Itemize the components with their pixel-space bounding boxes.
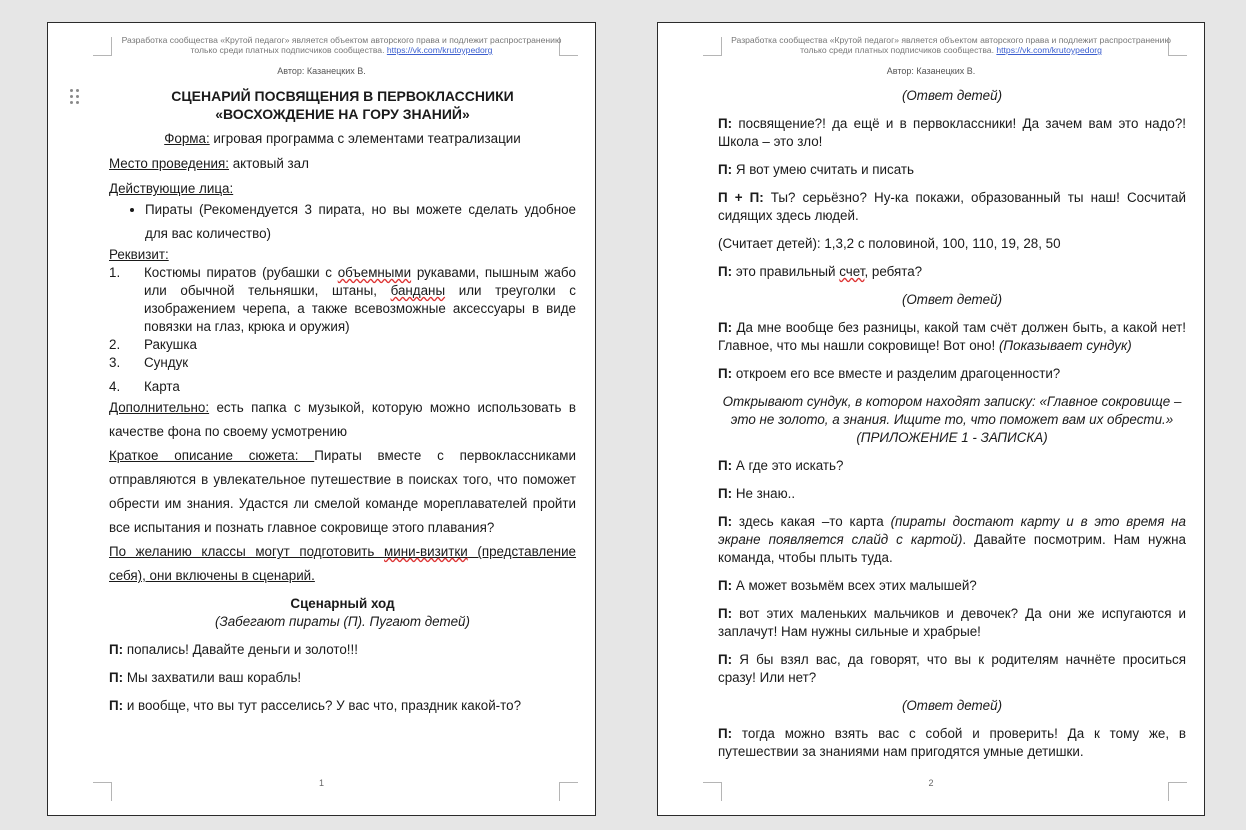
stage-direction: (Ответ детей) [901, 698, 1003, 713]
dialogue-line: П: попались! Давайте деньги и золото!!! [109, 642, 358, 657]
dialogue-line: П: тогда можно взять вас с собой и проверить! Да к тому же, в путешествии за знаниями нам пригодятся умные детишки. [718, 726, 1186, 759]
dialogue-line: П: Я вот умею считать и писать [718, 162, 914, 177]
page-body[interactable] [718, 87, 1186, 761]
header-note-line1: Разработка сообщества «Крутой педагог» является объектом авторского права и подлежит распространению [731, 35, 1171, 45]
dialogue-line: П: посвящение?! да ещё и в первоклассники! Да зачем вам это надо?! Школа – это зло! [718, 116, 1186, 149]
page-body[interactable] [109, 87, 576, 715]
document-page-2 [657, 22, 1205, 816]
form-paragraph: Форма: игровая программа с элементами театрализации [164, 131, 521, 146]
dialogue-line: П + П: Ты? серьёзно? Ну-ка покажи, образованный ты наш! Сосчитай сидящих здесь людей. [718, 190, 1186, 223]
dialogue-line: П: здесь какая –то карта (пираты достают карту и в это время на экране появляется слайд с картой). Давайте посмотрим. Нам нужна команда, чтобы плыть туда. [718, 514, 1186, 565]
course-title: Сценарный ход [290, 596, 395, 611]
dialogue-line: П: Я бы взял вас, да говорят, что вы к родителям начнёте проситься сразу! Или нет? [718, 652, 1186, 685]
header-note-line1: Разработка сообщества «Крутой педагог» является объектом авторского права и подлежит распространению [121, 35, 562, 45]
course-subtitle: (Забегают пираты (П). Пугают детей) [215, 614, 470, 629]
list-item: 3. Сундук [109, 355, 189, 370]
dialogue-line: П: Мы захватили ваш корабль! [109, 670, 302, 685]
list-item: 4. Карта [109, 379, 180, 394]
stage-direction: (Ответ детей) [901, 292, 1003, 307]
page-number: 2 [928, 778, 934, 788]
characters-list [109, 198, 576, 246]
props-list [109, 264, 576, 396]
characters-label: Действующие лица: [109, 181, 234, 196]
dialogue-line: П: это правильный счет, ребята? [718, 264, 923, 279]
plot-paragraph: Краткое описание сюжета: Пираты вместе с первоклассниками отправляются в увлекательное путешествие в поисках того, что поможет обрести им знания. Удастся ли смелой команде мореплавателей пройти все испытания и познать главное сокровище этого плавания? [109, 448, 576, 535]
dialogue-line: П: А может возьмём всех этих малышей? [718, 578, 977, 593]
props-label: Реквизит: [109, 247, 169, 262]
list-item: 1. Костюмы пиратов (рубашки с объемными рукавами, пышным жабо или обычной тельняшки, штаны, банданы или треуголки с изображением черепа, а также всевозможные аксессуары в виде повязки на глаз, крюка и оружия) [109, 265, 577, 334]
stage-direction: (Ответ детей) [901, 88, 1003, 103]
header-copyright-note[interactable] [718, 35, 1184, 55]
doc-title-line1: СЦЕНАРИЙ ПОСВЯЩЕНИЯ В ПЕРВОКЛАССНИКИ [171, 88, 514, 104]
header-copyright-note[interactable] [108, 35, 575, 55]
extra-paragraph: Дополнительно: есть папка с музыкой, которую можно использовать в качестве фона по своему усмотрению [109, 400, 576, 439]
header-note-line2: только среди платных подписчиков сообщества. [190, 45, 385, 55]
wish-paragraph: По желанию классы могут подготовить мини-визитки (представление себя), они включены в сценарий. [109, 544, 577, 583]
dialogue-line: П: А где это искать? [718, 458, 844, 473]
header-author: Автор: Казанецких В. [886, 66, 976, 76]
doc-title-line2: «ВОСХОЖДЕНИЕ НА ГОРУ ЗНАНИЙ» [215, 106, 470, 122]
stage-direction: Открывают сундук, в котором находят записку: «Главное сокровище – это не золото, а знания. Ищите то, что поможет вам их обрести.» (ПРИЛОЖЕНИЕ 1 - ЗАПИСКА) [722, 394, 1182, 445]
dialogue-line: П: Да мне вообще без разницы, какой там счёт должен быть, а какой нет! Главное, что мы нашли сокровище! Вот оно! (Показывает сундук) [718, 320, 1186, 353]
header-link[interactable]: https://vk.com/krutoypedorg [996, 45, 1102, 55]
header-note-line2: только среди платных подписчиков сообщества. [800, 45, 994, 55]
dialogue-line: П: вот этих маленьких мальчиков и девочек? Да они же испугаются и заплачут! Нам нужны сильные и храбрые! [718, 606, 1186, 639]
page-number: 1 [318, 778, 324, 788]
list-item: 2. Ракушка [109, 337, 197, 352]
drag-handle-icon[interactable] [70, 89, 82, 109]
dialogue-line: (Считает детей): 1,3,2 с половиной, 100, 110, 19, 28, 50 [718, 236, 1061, 251]
list-item: • Пираты (Рекомендуется 3 пирата, но вы можете сделать удобное для вас количество) [145, 198, 576, 246]
header-link[interactable]: https://vk.com/krutoypedorg [386, 45, 493, 55]
dialogue-line: П: и вообще, что вы тут расселись? У вас что, праздник какой-то? [109, 698, 522, 713]
dialogue-line: П: откроем его все вместе и разделим драгоценности? [718, 366, 1061, 381]
place-paragraph: Место проведения: актовый зал [109, 156, 309, 171]
document-page-1 [47, 22, 596, 816]
dialogue-line: П: Не знаю.. [718, 486, 796, 501]
header-author: Автор: Казанецких В. [277, 66, 366, 76]
